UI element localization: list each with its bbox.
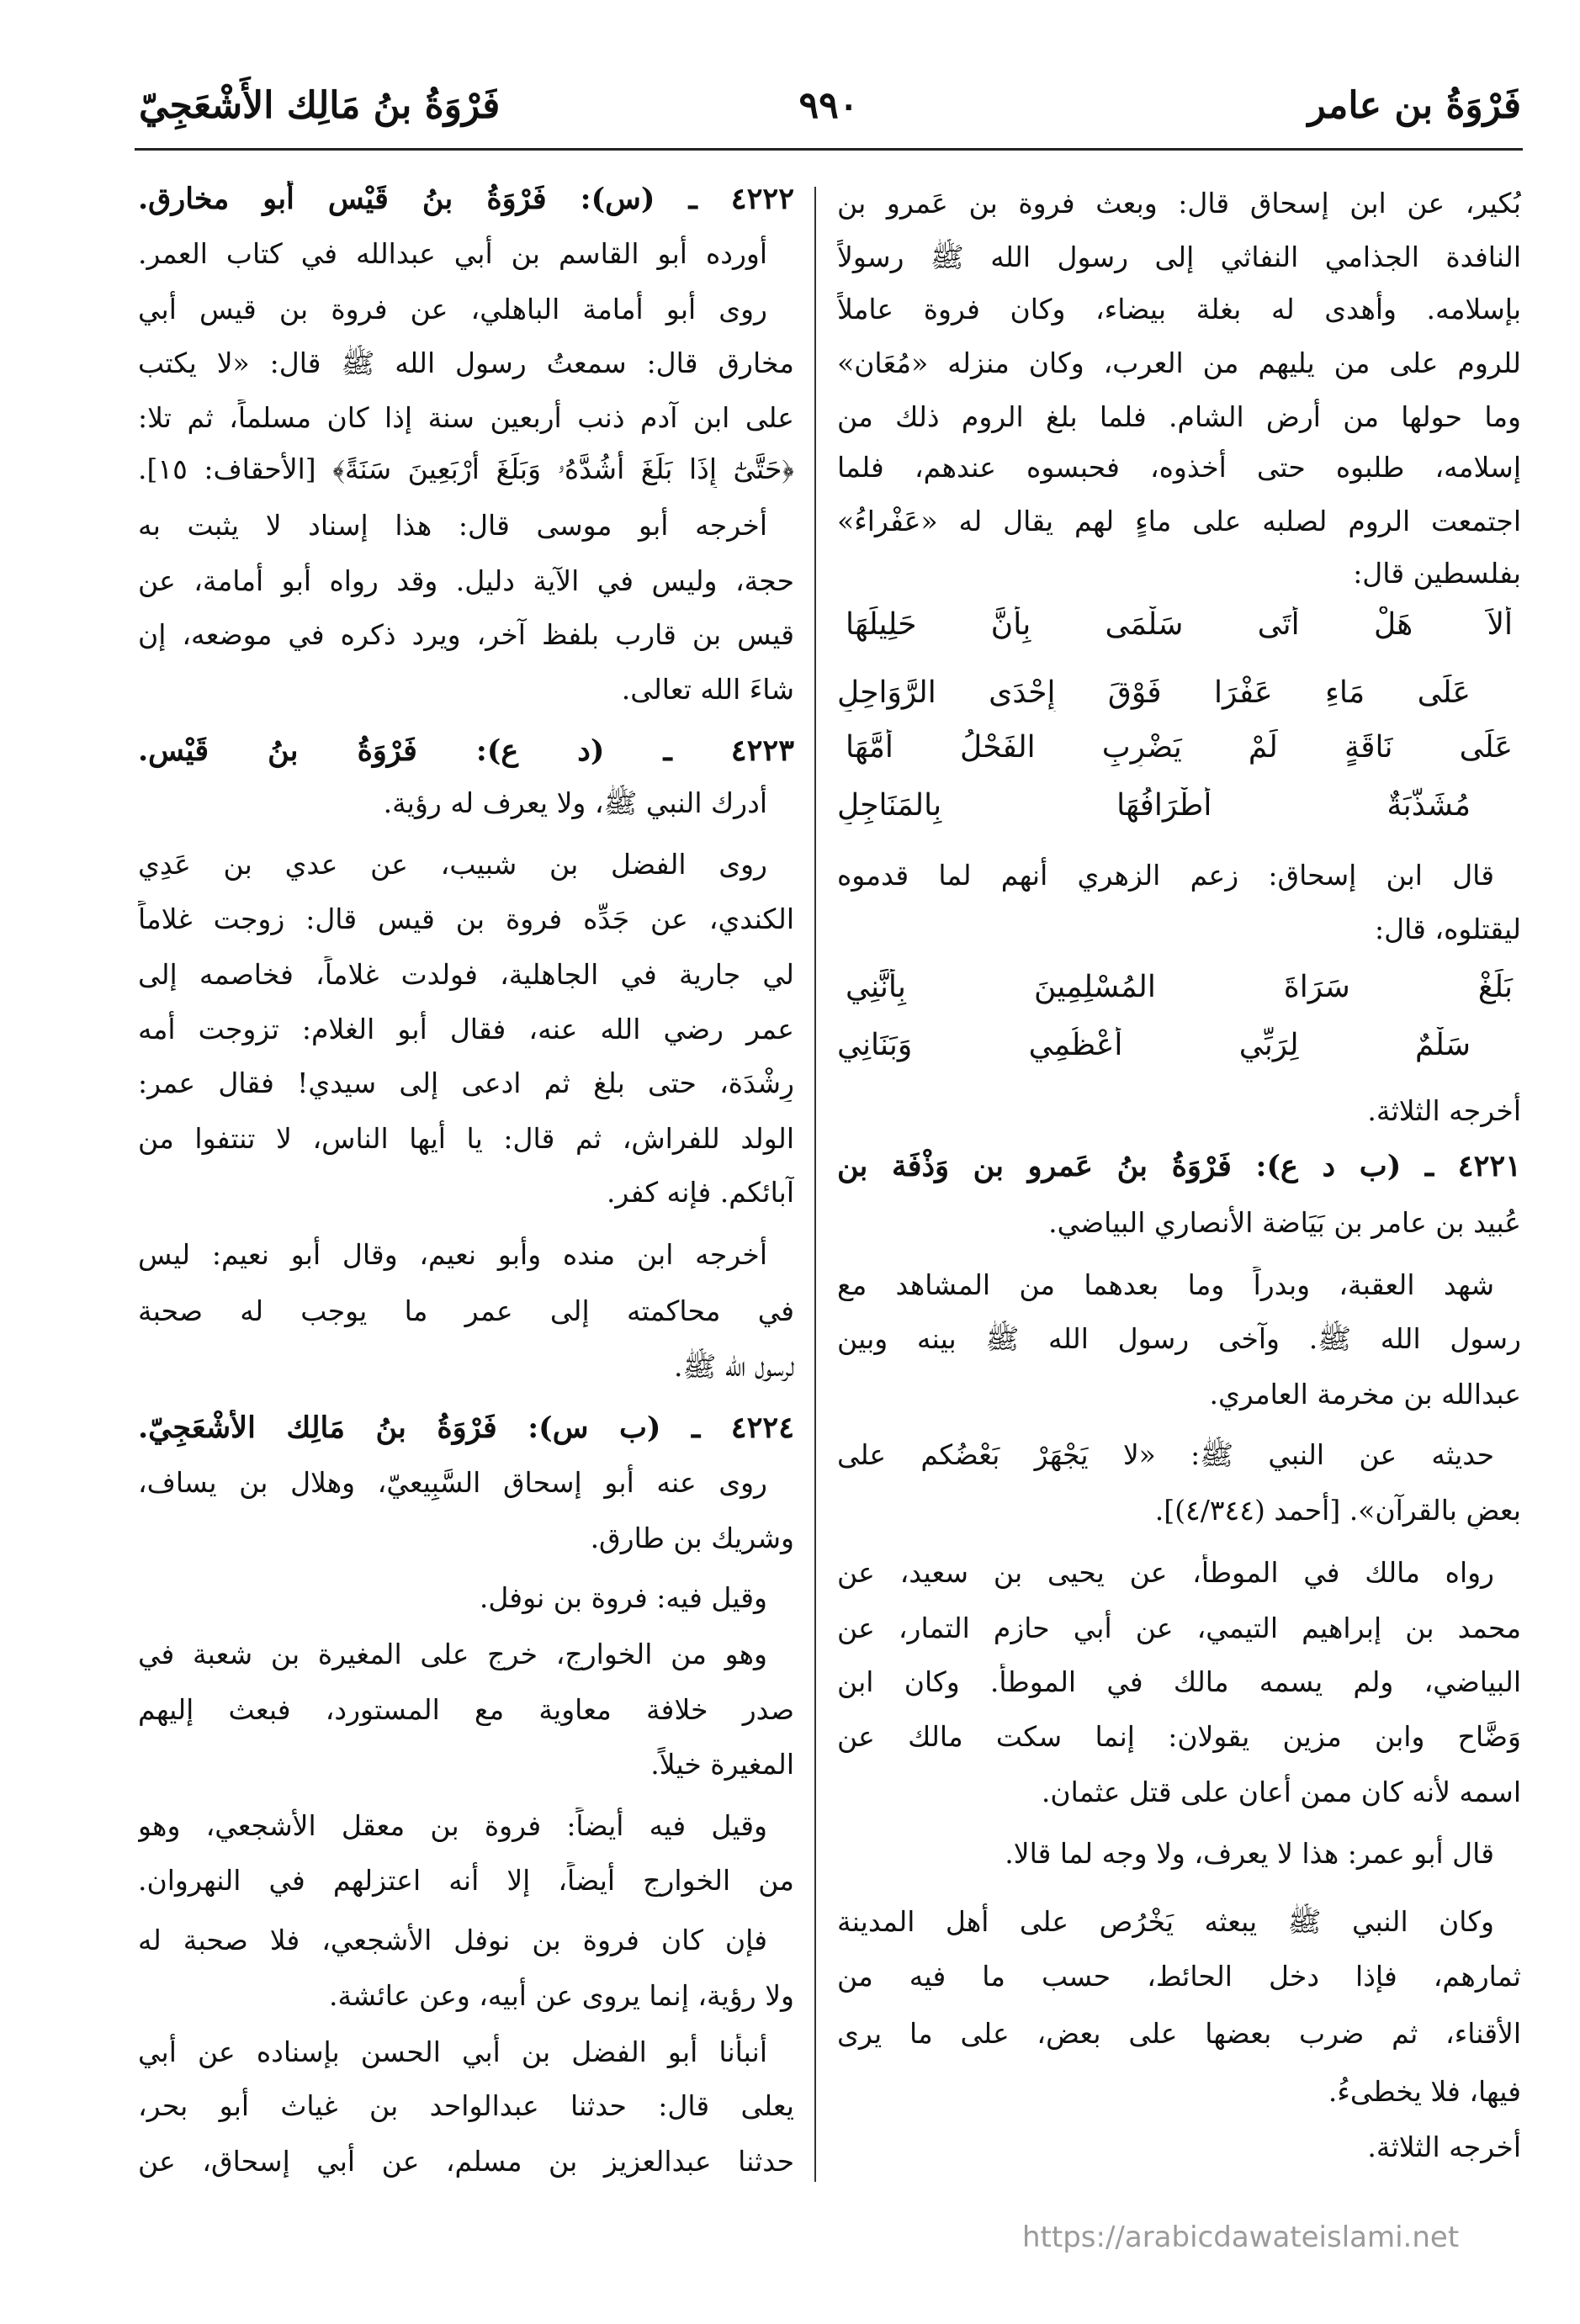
text-line: ولا رؤية، إنما يروى عن أبيه، وعن عائشة.	[329, 1979, 794, 2012]
running-header-left: فَرْوَةُ بنُ مَالِك الأَشْعَجِيّ	[139, 84, 501, 127]
verse-line: عَلَى نَاقَةٍ لَمْ يَضْرِبِ الفَحْلُ أُمَّهَا	[846, 730, 1513, 765]
text-line: بُكير، عن ابن إسحاق قال: وبعث فروة بن عَمرو بن	[837, 187, 1521, 220]
text-line: الولد للفراش، ثم قال: يا أيها الناس، لا تنتفوا من	[138, 1122, 794, 1155]
entry-heading: ٤٢٢٣ ـ (د ع): فَرْوَةُ بنُ قَيْس.	[138, 733, 794, 768]
text-line: أخرجه الثلاثة.	[1367, 2131, 1521, 2163]
text-line: حدثنا عبدالعزيز بن مسلم، عن أبي إسحاق، عن	[138, 2145, 794, 2178]
text-line: رِشْدَة، حتى بلغ ثم ادعى إلى سيدي! فقال عمر:	[138, 1067, 794, 1099]
text-line: حجة، وليس في الآية دليل. وقد رواه أبو أُمامة، عن	[138, 564, 794, 597]
text-line: روى أبو أُمامة الباهلي، عن فروة بن قيس أبي	[138, 293, 767, 326]
text-line: الأقناء، ثم ضرب بعضها على بعض، على ما يرى	[837, 2017, 1521, 2050]
text-line: النافدة الجذامي النفاثي إلى رسول الله ﷺ رسولاً	[837, 241, 1521, 273]
text-line: شهد العقبة، وبدراً وما بعدهما من المشاهد مع	[837, 1268, 1494, 1301]
text-line: رسول الله ﷺ. وآخى رسول الله ﷺ بينه وبين	[837, 1322, 1521, 1355]
text-line: يعلى قال: حدثنا عبدالواحد بن غياث أبو بحر،	[138, 2089, 794, 2122]
text-line: شاءَ الله تعالى.	[621, 673, 794, 706]
text-line: أدرك النبي ﷺ، ولا يعرف له رؤية.	[383, 786, 767, 819]
verse-line: ألاَ هَلْ أَتَى سَلْمَى بِأَنَّ حَلِيلَهَا	[846, 607, 1513, 642]
text-line: وما حولها من أرض الشام. فلما بلغ الروم ذلك من	[837, 400, 1521, 433]
text-line: وهو من الخوارج، خرج على المغيرة بن شعبة في	[138, 1638, 767, 1670]
text-line: لرسول الله ﷺ.	[673, 1350, 794, 1383]
verse-line: سَلْمٌ لِرَبِّي أَعْظُمِي وَبَنَانِي	[837, 1028, 1471, 1062]
right-column	[837, 0, 1521, 2271]
text-line: ليقتلوه، قال:	[1375, 913, 1521, 945]
text-line: ﴿حَتَّىٰٓ إِذَا بَلَغَ أَشُدَّهُۥ وَبَلَغَ أَرْبَعِينَ سَنَةً﴾ [الأحقاف: ١٥].	[138, 453, 794, 485]
text-line: على ابن آدم ذنب أربعين سنة إذا كان مسلماً، ثم تلا:	[138, 401, 794, 434]
text-line: قال ابن إسحاق: زعم الزهري أنهم لما قدموه	[837, 859, 1494, 892]
text-line: وكان النبي ﷺ يبعثه يَخْرُص على أهل المدينة	[837, 1905, 1494, 1938]
text-line: ثمارهم، فإذا دخل الحائط، حسب ما فيه من	[837, 1960, 1521, 1993]
text-line: بعضٍ بالقرآن». [أحمد (٤/٣٤٤)].	[1154, 1494, 1521, 1527]
text-line: البياضي، ولم يسمه مالك في الموطأ. وكان ابن	[837, 1665, 1521, 1698]
watermark-url: https://arabicdawateislami.net	[1022, 2221, 1460, 2254]
text-line: أخرجه ابن منده وأبو نعيم، وقال أبو نعيم: ليس	[138, 1238, 767, 1271]
text-line: رواه مالك في الموطأ، عن يحيى بن سعيد، عن	[837, 1556, 1494, 1589]
entry-heading: ٤٢٢٤ ـ (ب س): فَرْوَةُ بنُ مَالِك الأَشْعَجِيّ.	[138, 1411, 794, 1445]
text-line: أخرجه أبو موسى قال: هذا إسناد لا يثبت به	[138, 509, 767, 542]
verse-line: بَلِّغْ سَرَاةَ المُسْلِمِينَ بِأَنَّنِي	[846, 970, 1513, 1004]
text-line: آبائكم. فإنه كفر.	[606, 1176, 794, 1209]
page-number: ٩٩٠	[798, 84, 859, 127]
text-line: لي جارية في الجاهلية، فولدت غلاماً، فخاصمه إلى	[138, 958, 794, 991]
text-line: محمد بن إبراهيم التيمي، عن أبي حازم التمار، عن	[837, 1612, 1521, 1644]
text-line: اجتمعت الروم لصلبه على ماءٍ لهم يقال له «عَفْراءُ»	[837, 505, 1521, 537]
entry-heading: ٤٢٢١ ـ (ب د ع): فَرْوَةُ بنُ عَمرو بن وَذْفَة بن	[837, 1149, 1521, 1183]
text-line: روى عنه أبو إسحاق السَّبِيعيّ، وهلال بن يساف،	[138, 1466, 767, 1499]
text-line: وَضَّاح وابن مزين يقولان: إنما سكت مالك عن	[837, 1720, 1521, 1753]
text-line: حديثه عن النبي ﷺ: «لا يَجْهَرْ بَعْضُكم على	[837, 1438, 1494, 1471]
text-line: إسلامه، طلبوه حتى أخذوه، فحبسوه عندهم، فلما	[837, 451, 1521, 484]
text-line: فإن كان فروة بن نوفل الأشجعي، فلا صحبة له	[138, 1924, 767, 1956]
text-line: فيها، فلا يخطىءُ.	[1328, 2075, 1521, 2108]
running-header-right: فَرْوَةُ بن عامر	[1307, 84, 1521, 127]
text-line: للروم على من يليهم من العرب، وكان منزله «مُعَان»	[837, 347, 1521, 379]
text-line: عمر رضي الله عنه، فقال أبو الغلام: تزوجت أمه	[138, 1013, 794, 1046]
text-line: بفلسطين قال:	[1353, 557, 1521, 590]
text-line: بإسلامه. وأهدى له بغلة بيضاء، وكان فروة عاملاً	[837, 293, 1521, 326]
text-line: من الخوارج أيضاً، إلا أنه اعتزلهم في النهروان.	[138, 1864, 794, 1897]
text-line: اسمه لأنه كان ممن أعان على قتل عثمان.	[1041, 1776, 1521, 1808]
text-line: عبدالله بن مخرمة العامري.	[1209, 1378, 1521, 1411]
text-line: وقيل فيه أيضاً: فروة بن معقل الأشجعي، وهو	[138, 1809, 767, 1842]
text-line: الكندي، عن جَدِّه فروة بن قيس قال: زوجت غلاماً	[138, 903, 794, 935]
text-line: روى الفضل بن شبيب، عن عدي بن عَدِي	[138, 848, 767, 881]
text-line: في محاكمته إلى عمر ما يوجب له صحبة	[138, 1294, 794, 1327]
text-line: وقيل فيه: فروة بن نوفل.	[479, 1581, 767, 1614]
entry-heading: ٤٢٢٢ ـ (س): فَرْوَةُ بنُ قَيْس أبو مخارق.	[138, 182, 794, 216]
text-line: أخرجه الثلاثة.	[1367, 1094, 1521, 1127]
left-column	[138, 0, 794, 2271]
text-line: المغيرة خيلاً.	[650, 1748, 794, 1781]
text-line: مخارق قال: سمعتُ رسول الله ﷺ قال: «لا يكتب	[138, 347, 794, 379]
column-divider	[814, 187, 816, 2182]
text-line: قيس بن قارب بلفظ آخر، ويرد ذكره في موضعه، إن	[138, 618, 794, 651]
text-line: قال أبو عمر: هذا لا يعرف، ولا وجه لما قالا.	[1005, 1837, 1494, 1870]
text-line: وشريك بن طارق.	[590, 1522, 794, 1554]
text-line: أورده أبو القاسم بن أبي عبدالله في كتاب العمر.	[138, 237, 767, 270]
text-line: أنبأنا أبو الفضل بن أبي الحسن بإسناده عن أبي	[138, 2035, 767, 2068]
verse-line: عَلَى مَاءِ عَفْرَا فَوْقَ إِحْدَى الرَّوَاحِلِ	[837, 675, 1471, 710]
text-line: صدر خلافة معاوية مع المستورد، فبعث إليهم	[138, 1693, 794, 1726]
text-line: عُبيد بن عامر بن بَيَاضة الأنصاري البياضي.	[1048, 1206, 1521, 1239]
verse-line: مُشَذَّبَةٌ أَطْرَافُهَا بِالمَنَاجِلِ	[837, 788, 1471, 823]
